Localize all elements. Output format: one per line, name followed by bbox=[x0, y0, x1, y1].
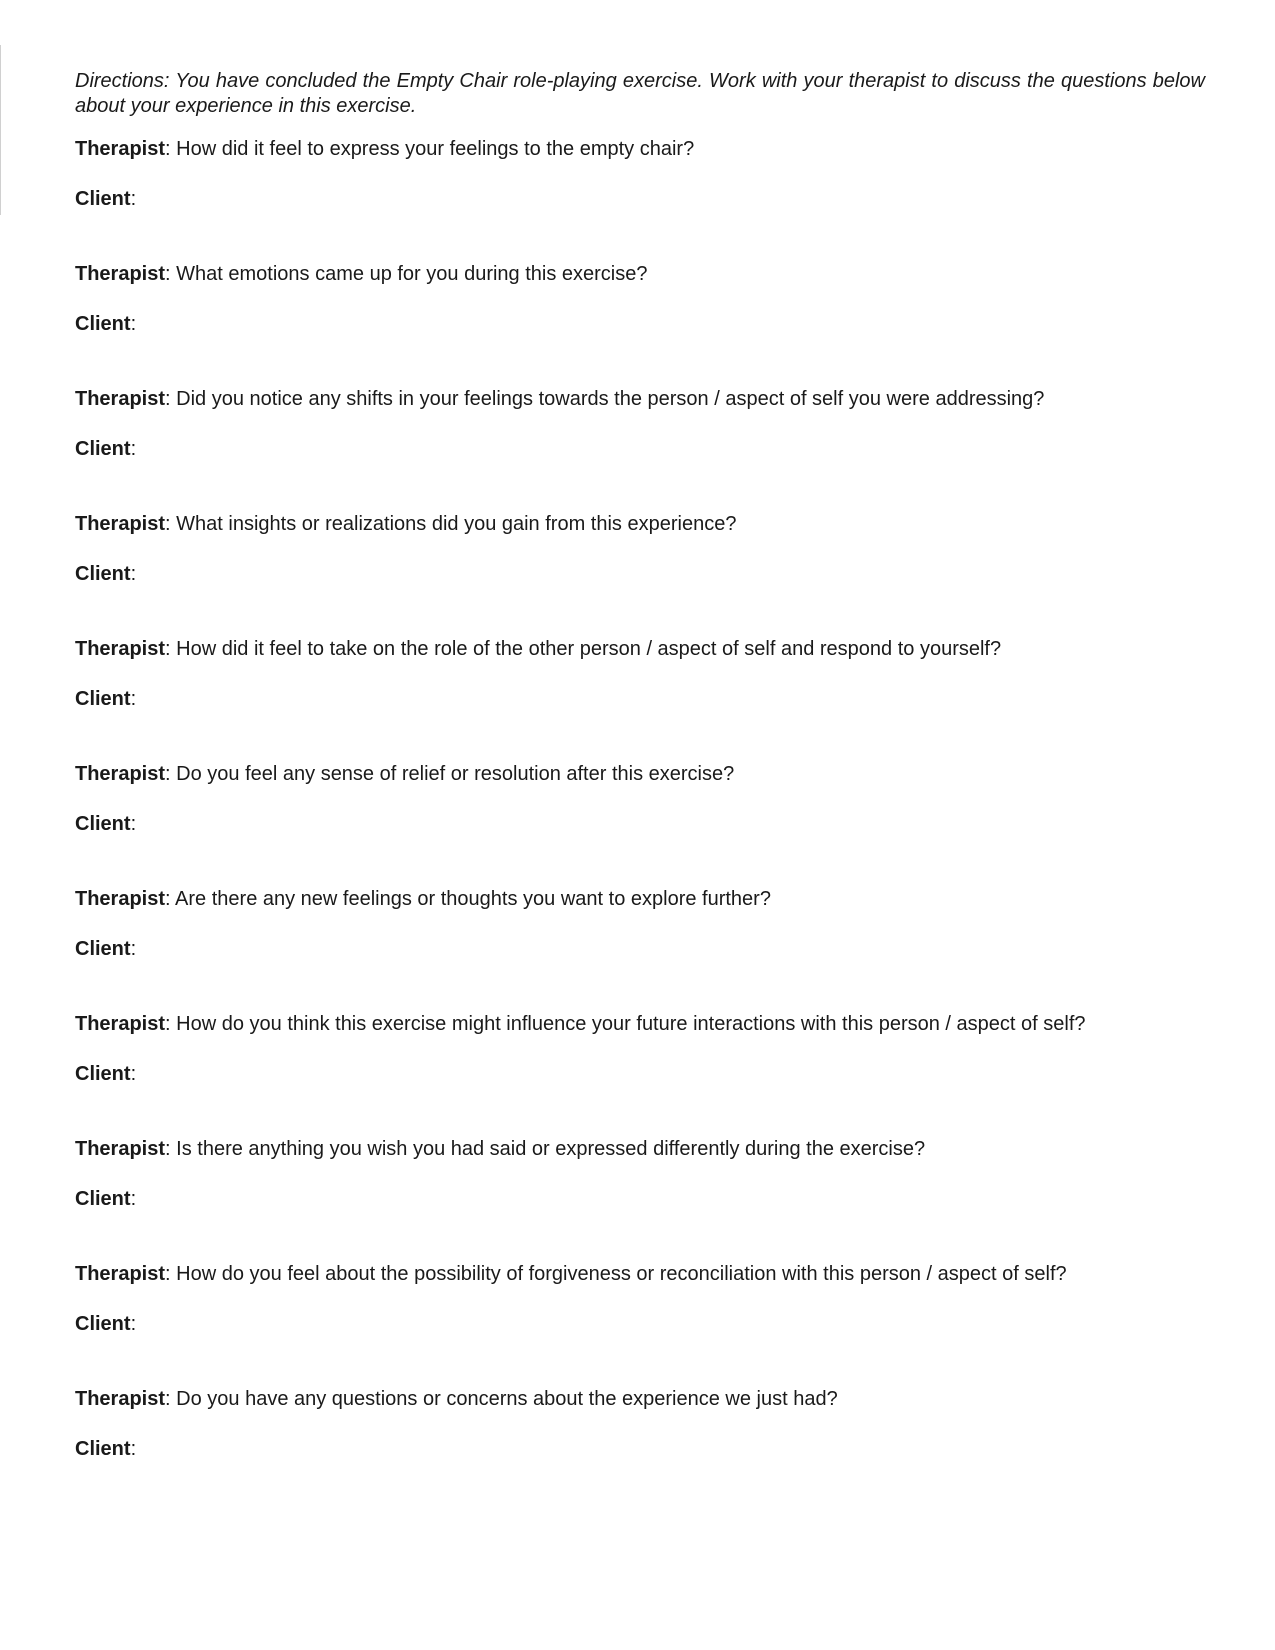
qa-item bbox=[75, 1262, 1205, 1387]
therapist-label: Therapist bbox=[75, 388, 166, 410]
question-text: How did it feel to express your feelings to the empty chair? bbox=[176, 138, 695, 160]
client-label: Client bbox=[75, 438, 131, 460]
client-label: Client bbox=[75, 1438, 131, 1460]
separator: : bbox=[165, 388, 171, 410]
separator: : bbox=[165, 1263, 171, 1285]
separator: : bbox=[130, 1313, 137, 1335]
client-answer bbox=[75, 437, 1205, 462]
separator: : bbox=[130, 438, 137, 460]
client-label: Client bbox=[75, 1188, 131, 1210]
separator: : bbox=[130, 188, 137, 210]
therapist-question bbox=[75, 887, 1205, 912]
separator: : bbox=[165, 263, 171, 285]
client-answer bbox=[75, 312, 1205, 337]
therapist-question bbox=[75, 262, 1205, 287]
client-answer bbox=[75, 1187, 1205, 1212]
qa-item bbox=[75, 262, 1205, 387]
therapist-label: Therapist bbox=[75, 138, 166, 160]
qa-list bbox=[75, 137, 1205, 1512]
question-text: Are there any new feelings or thoughts you want to explore further? bbox=[175, 888, 771, 910]
question-text: Do you feel any sense of relief or resolution after this exercise? bbox=[176, 763, 735, 785]
client-label: Client bbox=[75, 1313, 131, 1335]
therapist-label: Therapist bbox=[75, 1138, 166, 1160]
question-text: How do you feel about the possibility of forgiveness or reconciliation with this person / aspect of self? bbox=[176, 1263, 1067, 1285]
therapist-question bbox=[75, 762, 1205, 787]
separator: : bbox=[165, 638, 171, 660]
question-text: How do you think this exercise might influence your future interactions with this person / aspect of self? bbox=[176, 1013, 1086, 1035]
client-answer bbox=[75, 687, 1205, 712]
client-label: Client bbox=[75, 1063, 131, 1085]
separator: : bbox=[165, 888, 171, 910]
separator: : bbox=[165, 1138, 171, 1160]
separator: : bbox=[130, 1438, 137, 1460]
separator: : bbox=[165, 1013, 171, 1035]
question-text: Is there anything you wish you had said or expressed differently during the exercise? bbox=[176, 1138, 926, 1160]
client-answer bbox=[75, 937, 1205, 962]
qa-item bbox=[75, 1137, 1205, 1262]
client-label: Client bbox=[75, 813, 131, 835]
qa-item bbox=[75, 1387, 1205, 1512]
therapist-question bbox=[75, 1012, 1205, 1037]
therapist-question bbox=[75, 1262, 1205, 1287]
separator: : bbox=[165, 138, 171, 160]
client-label: Client bbox=[75, 688, 131, 710]
therapist-label: Therapist bbox=[75, 263, 166, 285]
qa-item bbox=[75, 762, 1205, 887]
question-text: Do you have any questions or concerns about the experience we just had? bbox=[176, 1388, 838, 1410]
directions-text: Directions: You have concluded the Empty Chair role-playing exercise. Work with your therapist to discuss the questions below about your experience in this exercise. bbox=[75, 70, 1205, 117]
question-text: Did you notice any shifts in your feelings towards the person / aspect of self you were addressing? bbox=[176, 388, 1045, 410]
separator: : bbox=[130, 313, 137, 335]
therapist-question bbox=[75, 137, 1205, 162]
qa-item bbox=[75, 137, 1205, 262]
therapist-label: Therapist bbox=[75, 763, 166, 785]
separator: : bbox=[130, 688, 137, 710]
client-label: Client bbox=[75, 188, 131, 210]
separator: : bbox=[130, 813, 137, 835]
therapist-question bbox=[75, 512, 1205, 537]
therapist-question bbox=[75, 1137, 1205, 1162]
separator: : bbox=[130, 1188, 137, 1210]
separator: : bbox=[165, 1388, 171, 1410]
client-answer bbox=[75, 1312, 1205, 1337]
therapist-label: Therapist bbox=[75, 1263, 166, 1285]
client-answer bbox=[75, 187, 1205, 212]
therapist-question bbox=[75, 387, 1205, 412]
separator: : bbox=[130, 938, 137, 960]
separator: : bbox=[130, 563, 137, 585]
therapist-label: Therapist bbox=[75, 1388, 166, 1410]
client-answer bbox=[75, 1062, 1205, 1087]
therapist-question bbox=[75, 637, 1205, 662]
worksheet-page bbox=[75, 69, 1205, 1512]
client-answer bbox=[75, 562, 1205, 587]
qa-item bbox=[75, 512, 1205, 637]
qa-item bbox=[75, 637, 1205, 762]
client-label: Client bbox=[75, 938, 131, 960]
qa-item bbox=[75, 1012, 1205, 1137]
therapist-question bbox=[75, 1387, 1205, 1412]
separator: : bbox=[165, 513, 171, 535]
question-text: What insights or realizations did you gain from this experience? bbox=[176, 513, 737, 535]
client-label: Client bbox=[75, 563, 131, 585]
client-answer bbox=[75, 1437, 1205, 1462]
therapist-label: Therapist bbox=[75, 638, 166, 660]
therapist-label: Therapist bbox=[75, 513, 166, 535]
separator: : bbox=[165, 763, 171, 785]
client-answer bbox=[75, 812, 1205, 837]
therapist-label: Therapist bbox=[75, 1013, 166, 1035]
therapist-label: Therapist bbox=[75, 888, 166, 910]
separator: : bbox=[130, 1063, 137, 1085]
question-text: What emotions came up for you during this exercise? bbox=[176, 263, 648, 285]
question-text: How did it feel to take on the role of the other person / aspect of self and respond to yourself? bbox=[176, 638, 1002, 660]
qa-item bbox=[75, 387, 1205, 512]
qa-item bbox=[75, 887, 1205, 1012]
client-label: Client bbox=[75, 313, 131, 335]
page-edge-line bbox=[0, 45, 1, 215]
